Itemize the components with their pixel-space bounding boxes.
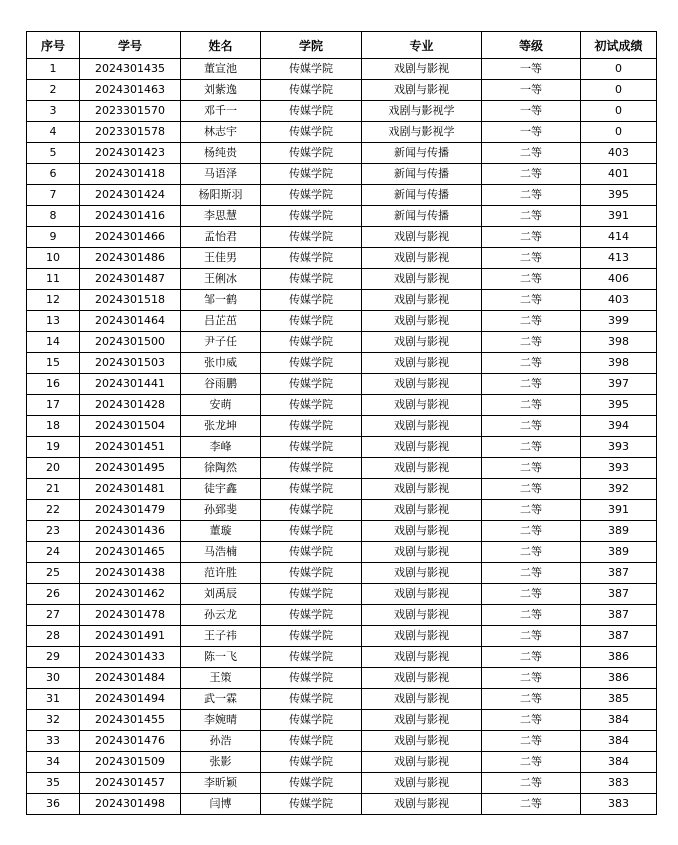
cell-major: 戏剧与影视 xyxy=(362,647,482,668)
cell-grade: 二等 xyxy=(482,542,581,563)
cell-grade: 二等 xyxy=(482,332,581,353)
cell-major: 戏剧与影视 xyxy=(362,563,482,584)
table-header xyxy=(27,32,657,59)
cell-major: 新闻与传播 xyxy=(362,143,482,164)
table-row xyxy=(27,605,657,626)
cell-seq: 15 xyxy=(27,353,80,374)
cell-college: 传媒学院 xyxy=(261,689,362,710)
cell-major: 戏剧与影视 xyxy=(362,710,482,731)
cell-student-id: 2024301457 xyxy=(80,773,181,794)
table-row xyxy=(27,143,657,164)
cell-student-id: 2023301570 xyxy=(80,101,181,122)
cell-name: 董宣池 xyxy=(181,59,261,80)
table-row xyxy=(27,479,657,500)
cell-major: 戏剧与影视 xyxy=(362,626,482,647)
cell-grade: 一等 xyxy=(482,80,581,101)
cell-name: 杨纯贵 xyxy=(181,143,261,164)
cell-grade: 二等 xyxy=(482,143,581,164)
cell-college: 传媒学院 xyxy=(261,668,362,689)
cell-major: 新闻与传播 xyxy=(362,164,482,185)
cell-college: 传媒学院 xyxy=(261,773,362,794)
cell-grade: 二等 xyxy=(482,395,581,416)
cell-college: 传媒学院 xyxy=(261,794,362,815)
cell-college: 传媒学院 xyxy=(261,269,362,290)
cell-major: 戏剧与影视 xyxy=(362,479,482,500)
table-row xyxy=(27,227,657,248)
cell-college: 传媒学院 xyxy=(261,122,362,143)
cell-major: 戏剧与影视 xyxy=(362,269,482,290)
cell-grade: 一等 xyxy=(482,122,581,143)
cell-name: 孙郅斐 xyxy=(181,500,261,521)
cell-score: 406 xyxy=(581,269,657,290)
cell-seq: 33 xyxy=(27,731,80,752)
cell-seq: 10 xyxy=(27,248,80,269)
cell-major: 戏剧与影视 xyxy=(362,374,482,395)
cell-score: 384 xyxy=(581,710,657,731)
cell-score: 398 xyxy=(581,332,657,353)
cell-student-id: 2024301504 xyxy=(80,416,181,437)
cell-student-id: 2024301416 xyxy=(80,206,181,227)
cell-student-id: 2024301476 xyxy=(80,731,181,752)
cell-major: 戏剧与影视学 xyxy=(362,101,482,122)
cell-seq: 31 xyxy=(27,689,80,710)
cell-major: 戏剧与影视 xyxy=(362,752,482,773)
cell-seq: 24 xyxy=(27,542,80,563)
cell-college: 传媒学院 xyxy=(261,374,362,395)
cell-name: 杨阳斯羽 xyxy=(181,185,261,206)
cell-major: 戏剧与影视 xyxy=(362,311,482,332)
table-row xyxy=(27,752,657,773)
cell-seq: 13 xyxy=(27,311,80,332)
cell-student-id: 2024301500 xyxy=(80,332,181,353)
cell-grade: 二等 xyxy=(482,437,581,458)
cell-student-id: 2024301495 xyxy=(80,458,181,479)
table-row xyxy=(27,500,657,521)
cell-college: 传媒学院 xyxy=(261,563,362,584)
cell-major: 戏剧与影视 xyxy=(362,332,482,353)
table-row xyxy=(27,290,657,311)
table-row xyxy=(27,80,657,101)
table-body xyxy=(27,59,657,815)
cell-major: 戏剧与影视 xyxy=(362,668,482,689)
cell-grade: 二等 xyxy=(482,521,581,542)
cell-student-id: 2024301436 xyxy=(80,521,181,542)
cell-seq: 30 xyxy=(27,668,80,689)
cell-score: 383 xyxy=(581,794,657,815)
table-row xyxy=(27,206,657,227)
cell-major: 戏剧与影视 xyxy=(362,521,482,542)
cell-grade: 二等 xyxy=(482,269,581,290)
cell-name: 马浩楠 xyxy=(181,542,261,563)
cell-seq: 22 xyxy=(27,500,80,521)
cell-college: 传媒学院 xyxy=(261,542,362,563)
cell-name: 武一霖 xyxy=(181,689,261,710)
cell-college: 传媒学院 xyxy=(261,353,362,374)
cell-college: 传媒学院 xyxy=(261,626,362,647)
header-name: 姓名 xyxy=(181,32,261,59)
table-row xyxy=(27,773,657,794)
table-row xyxy=(27,794,657,815)
cell-seq: 20 xyxy=(27,458,80,479)
cell-grade: 二等 xyxy=(482,563,581,584)
cell-seq: 29 xyxy=(27,647,80,668)
table-row xyxy=(27,689,657,710)
cell-grade: 二等 xyxy=(482,626,581,647)
cell-major: 戏剧与影视 xyxy=(362,458,482,479)
cell-name: 刘紫逸 xyxy=(181,80,261,101)
cell-student-id: 2024301463 xyxy=(80,80,181,101)
table-row xyxy=(27,269,657,290)
table-row xyxy=(27,416,657,437)
cell-seq: 23 xyxy=(27,521,80,542)
cell-name: 邹一鹤 xyxy=(181,290,261,311)
cell-name: 刘禹辰 xyxy=(181,584,261,605)
cell-grade: 一等 xyxy=(482,101,581,122)
cell-grade: 二等 xyxy=(482,248,581,269)
cell-major: 戏剧与影视 xyxy=(362,248,482,269)
cell-grade: 二等 xyxy=(482,290,581,311)
cell-score: 401 xyxy=(581,164,657,185)
cell-grade: 二等 xyxy=(482,500,581,521)
header-row xyxy=(27,32,657,59)
cell-major: 戏剧与影视 xyxy=(362,290,482,311)
cell-seq: 25 xyxy=(27,563,80,584)
table-row xyxy=(27,626,657,647)
cell-student-id: 2024301518 xyxy=(80,290,181,311)
table-row xyxy=(27,563,657,584)
cell-seq: 17 xyxy=(27,395,80,416)
cell-seq: 4 xyxy=(27,122,80,143)
cell-college: 传媒学院 xyxy=(261,731,362,752)
cell-score: 414 xyxy=(581,227,657,248)
cell-college: 传媒学院 xyxy=(261,59,362,80)
cell-major: 戏剧与影视 xyxy=(362,731,482,752)
cell-seq: 28 xyxy=(27,626,80,647)
cell-name: 李峰 xyxy=(181,437,261,458)
cell-score: 0 xyxy=(581,59,657,80)
table-row xyxy=(27,437,657,458)
cell-student-id: 2024301424 xyxy=(80,185,181,206)
cell-major: 戏剧与影视 xyxy=(362,500,482,521)
cell-score: 387 xyxy=(581,605,657,626)
cell-name: 谷雨鹏 xyxy=(181,374,261,395)
cell-seq: 7 xyxy=(27,185,80,206)
cell-college: 传媒学院 xyxy=(261,584,362,605)
table-row xyxy=(27,731,657,752)
cell-seq: 11 xyxy=(27,269,80,290)
cell-seq: 34 xyxy=(27,752,80,773)
cell-college: 传媒学院 xyxy=(261,458,362,479)
cell-name: 陈一飞 xyxy=(181,647,261,668)
cell-seq: 14 xyxy=(27,332,80,353)
cell-grade: 二等 xyxy=(482,647,581,668)
cell-grade: 二等 xyxy=(482,584,581,605)
cell-score: 385 xyxy=(581,689,657,710)
cell-seq: 8 xyxy=(27,206,80,227)
cell-seq: 21 xyxy=(27,479,80,500)
cell-student-id: 2024301478 xyxy=(80,605,181,626)
cell-name: 王俐冰 xyxy=(181,269,261,290)
cell-college: 传媒学院 xyxy=(261,206,362,227)
cell-student-id: 2024301438 xyxy=(80,563,181,584)
cell-score: 403 xyxy=(581,143,657,164)
cell-student-id: 2024301455 xyxy=(80,710,181,731)
cell-college: 传媒学院 xyxy=(261,164,362,185)
cell-major: 戏剧与影视学 xyxy=(362,122,482,143)
cell-name: 邓千一 xyxy=(181,101,261,122)
cell-student-id: 2024301466 xyxy=(80,227,181,248)
cell-name: 安萌 xyxy=(181,395,261,416)
cell-college: 传媒学院 xyxy=(261,605,362,626)
cell-student-id: 2024301486 xyxy=(80,248,181,269)
cell-grade: 二等 xyxy=(482,689,581,710)
table-row xyxy=(27,164,657,185)
cell-score: 397 xyxy=(581,374,657,395)
cell-college: 传媒学院 xyxy=(261,290,362,311)
cell-grade: 二等 xyxy=(482,458,581,479)
cell-student-id: 2024301462 xyxy=(80,584,181,605)
cell-score: 393 xyxy=(581,458,657,479)
table-row xyxy=(27,248,657,269)
cell-score: 395 xyxy=(581,395,657,416)
header-score: 初试成绩 xyxy=(581,32,657,59)
table-row xyxy=(27,374,657,395)
cell-student-id: 2024301479 xyxy=(80,500,181,521)
cell-name: 孟怡君 xyxy=(181,227,261,248)
cell-major: 新闻与传播 xyxy=(362,185,482,206)
cell-seq: 36 xyxy=(27,794,80,815)
cell-student-id: 2024301503 xyxy=(80,353,181,374)
table-row xyxy=(27,395,657,416)
table-row xyxy=(27,521,657,542)
cell-grade: 二等 xyxy=(482,605,581,626)
cell-student-id: 2024301491 xyxy=(80,626,181,647)
cell-major: 戏剧与影视 xyxy=(362,395,482,416)
cell-college: 传媒学院 xyxy=(261,437,362,458)
cell-score: 387 xyxy=(581,563,657,584)
cell-college: 传媒学院 xyxy=(261,248,362,269)
cell-seq: 6 xyxy=(27,164,80,185)
cell-score: 393 xyxy=(581,437,657,458)
cell-score: 389 xyxy=(581,542,657,563)
cell-student-id: 2024301451 xyxy=(80,437,181,458)
table-row xyxy=(27,332,657,353)
cell-major: 戏剧与影视 xyxy=(362,584,482,605)
cell-score: 387 xyxy=(581,584,657,605)
cell-name: 李婉晴 xyxy=(181,710,261,731)
table-row xyxy=(27,647,657,668)
cell-college: 传媒学院 xyxy=(261,647,362,668)
cell-score: 386 xyxy=(581,647,657,668)
cell-student-id: 2024301484 xyxy=(80,668,181,689)
cell-student-id: 2024301498 xyxy=(80,794,181,815)
cell-score: 413 xyxy=(581,248,657,269)
cell-name: 范许胜 xyxy=(181,563,261,584)
cell-seq: 9 xyxy=(27,227,80,248)
cell-student-id: 2024301465 xyxy=(80,542,181,563)
cell-student-id: 2024301423 xyxy=(80,143,181,164)
cell-score: 395 xyxy=(581,185,657,206)
cell-college: 传媒学院 xyxy=(261,311,362,332)
cell-seq: 35 xyxy=(27,773,80,794)
cell-college: 传媒学院 xyxy=(261,500,362,521)
cell-name: 王子祎 xyxy=(181,626,261,647)
cell-grade: 二等 xyxy=(482,227,581,248)
cell-name: 孙浩 xyxy=(181,731,261,752)
cell-score: 0 xyxy=(581,122,657,143)
cell-name: 闫博 xyxy=(181,794,261,815)
cell-grade: 二等 xyxy=(482,479,581,500)
cell-student-id: 2024301509 xyxy=(80,752,181,773)
cell-grade: 二等 xyxy=(482,185,581,206)
cell-major: 戏剧与影视 xyxy=(362,353,482,374)
cell-seq: 3 xyxy=(27,101,80,122)
table-row xyxy=(27,185,657,206)
cell-name: 张巾威 xyxy=(181,353,261,374)
grade-table xyxy=(26,31,657,815)
cell-name: 徐陶然 xyxy=(181,458,261,479)
cell-name: 林志宇 xyxy=(181,122,261,143)
table-row xyxy=(27,458,657,479)
cell-college: 传媒学院 xyxy=(261,479,362,500)
cell-student-id: 2024301464 xyxy=(80,311,181,332)
cell-name: 王策 xyxy=(181,668,261,689)
cell-major: 新闻与传播 xyxy=(362,206,482,227)
cell-grade: 二等 xyxy=(482,773,581,794)
header-grade: 等级 xyxy=(482,32,581,59)
cell-seq: 12 xyxy=(27,290,80,311)
cell-major: 戏剧与影视 xyxy=(362,80,482,101)
table-row xyxy=(27,59,657,80)
table-row xyxy=(27,311,657,332)
cell-college: 传媒学院 xyxy=(261,752,362,773)
cell-name: 李昕颖 xyxy=(181,773,261,794)
cell-seq: 16 xyxy=(27,374,80,395)
table-row xyxy=(27,584,657,605)
header-seq: 序号 xyxy=(27,32,80,59)
cell-score: 387 xyxy=(581,626,657,647)
table-row xyxy=(27,122,657,143)
cell-college: 传媒学院 xyxy=(261,710,362,731)
cell-major: 戏剧与影视 xyxy=(362,773,482,794)
cell-score: 389 xyxy=(581,521,657,542)
cell-name: 尹子任 xyxy=(181,332,261,353)
cell-score: 384 xyxy=(581,752,657,773)
cell-name: 王佳男 xyxy=(181,248,261,269)
table-row xyxy=(27,668,657,689)
table-row xyxy=(27,710,657,731)
cell-seq: 32 xyxy=(27,710,80,731)
cell-grade: 二等 xyxy=(482,752,581,773)
cell-name: 吕芷茁 xyxy=(181,311,261,332)
cell-student-id: 2024301441 xyxy=(80,374,181,395)
cell-major: 戏剧与影视 xyxy=(362,794,482,815)
cell-grade: 二等 xyxy=(482,416,581,437)
cell-college: 传媒学院 xyxy=(261,521,362,542)
cell-grade: 二等 xyxy=(482,710,581,731)
cell-score: 0 xyxy=(581,101,657,122)
cell-college: 传媒学院 xyxy=(261,395,362,416)
cell-score: 394 xyxy=(581,416,657,437)
cell-name: 董璇 xyxy=(181,521,261,542)
cell-grade: 二等 xyxy=(482,731,581,752)
table-row xyxy=(27,101,657,122)
cell-student-id: 2024301428 xyxy=(80,395,181,416)
cell-student-id: 2024301494 xyxy=(80,689,181,710)
cell-score: 383 xyxy=(581,773,657,794)
cell-college: 传媒学院 xyxy=(261,185,362,206)
cell-grade: 二等 xyxy=(482,164,581,185)
cell-college: 传媒学院 xyxy=(261,416,362,437)
cell-college: 传媒学院 xyxy=(261,227,362,248)
cell-grade: 二等 xyxy=(482,353,581,374)
cell-seq: 26 xyxy=(27,584,80,605)
cell-college: 传媒学院 xyxy=(261,332,362,353)
cell-grade: 一等 xyxy=(482,59,581,80)
cell-grade: 二等 xyxy=(482,668,581,689)
cell-score: 391 xyxy=(581,206,657,227)
cell-major: 戏剧与影视 xyxy=(362,227,482,248)
cell-seq: 2 xyxy=(27,80,80,101)
header-major: 专业 xyxy=(362,32,482,59)
cell-seq: 27 xyxy=(27,605,80,626)
cell-student-id: 2024301418 xyxy=(80,164,181,185)
header-student-id: 学号 xyxy=(80,32,181,59)
cell-name: 徒宇鑫 xyxy=(181,479,261,500)
cell-name: 孙云龙 xyxy=(181,605,261,626)
table-row xyxy=(27,542,657,563)
cell-college: 传媒学院 xyxy=(261,143,362,164)
cell-score: 403 xyxy=(581,290,657,311)
cell-score: 398 xyxy=(581,353,657,374)
header-college: 学院 xyxy=(261,32,362,59)
cell-college: 传媒学院 xyxy=(261,80,362,101)
cell-score: 384 xyxy=(581,731,657,752)
cell-name: 张影 xyxy=(181,752,261,773)
cell-seq: 1 xyxy=(27,59,80,80)
cell-major: 戏剧与影视 xyxy=(362,59,482,80)
cell-grade: 二等 xyxy=(482,794,581,815)
cell-student-id: 2024301435 xyxy=(80,59,181,80)
cell-student-id: 2024301433 xyxy=(80,647,181,668)
cell-score: 386 xyxy=(581,668,657,689)
cell-seq: 19 xyxy=(27,437,80,458)
cell-major: 戏剧与影视 xyxy=(362,542,482,563)
cell-name: 李思慧 xyxy=(181,206,261,227)
cell-score: 399 xyxy=(581,311,657,332)
cell-grade: 二等 xyxy=(482,374,581,395)
cell-major: 戏剧与影视 xyxy=(362,437,482,458)
cell-student-id: 2023301578 xyxy=(80,122,181,143)
cell-seq: 5 xyxy=(27,143,80,164)
cell-score: 392 xyxy=(581,479,657,500)
cell-score: 391 xyxy=(581,500,657,521)
cell-grade: 二等 xyxy=(482,311,581,332)
cell-college: 传媒学院 xyxy=(261,101,362,122)
cell-grade: 二等 xyxy=(482,206,581,227)
cell-seq: 18 xyxy=(27,416,80,437)
cell-major: 戏剧与影视 xyxy=(362,689,482,710)
cell-name: 张龙坤 xyxy=(181,416,261,437)
cell-major: 戏剧与影视 xyxy=(362,605,482,626)
cell-score: 0 xyxy=(581,80,657,101)
cell-name: 马语泽 xyxy=(181,164,261,185)
cell-student-id: 2024301481 xyxy=(80,479,181,500)
table-row xyxy=(27,353,657,374)
cell-student-id: 2024301487 xyxy=(80,269,181,290)
cell-major: 戏剧与影视 xyxy=(362,416,482,437)
